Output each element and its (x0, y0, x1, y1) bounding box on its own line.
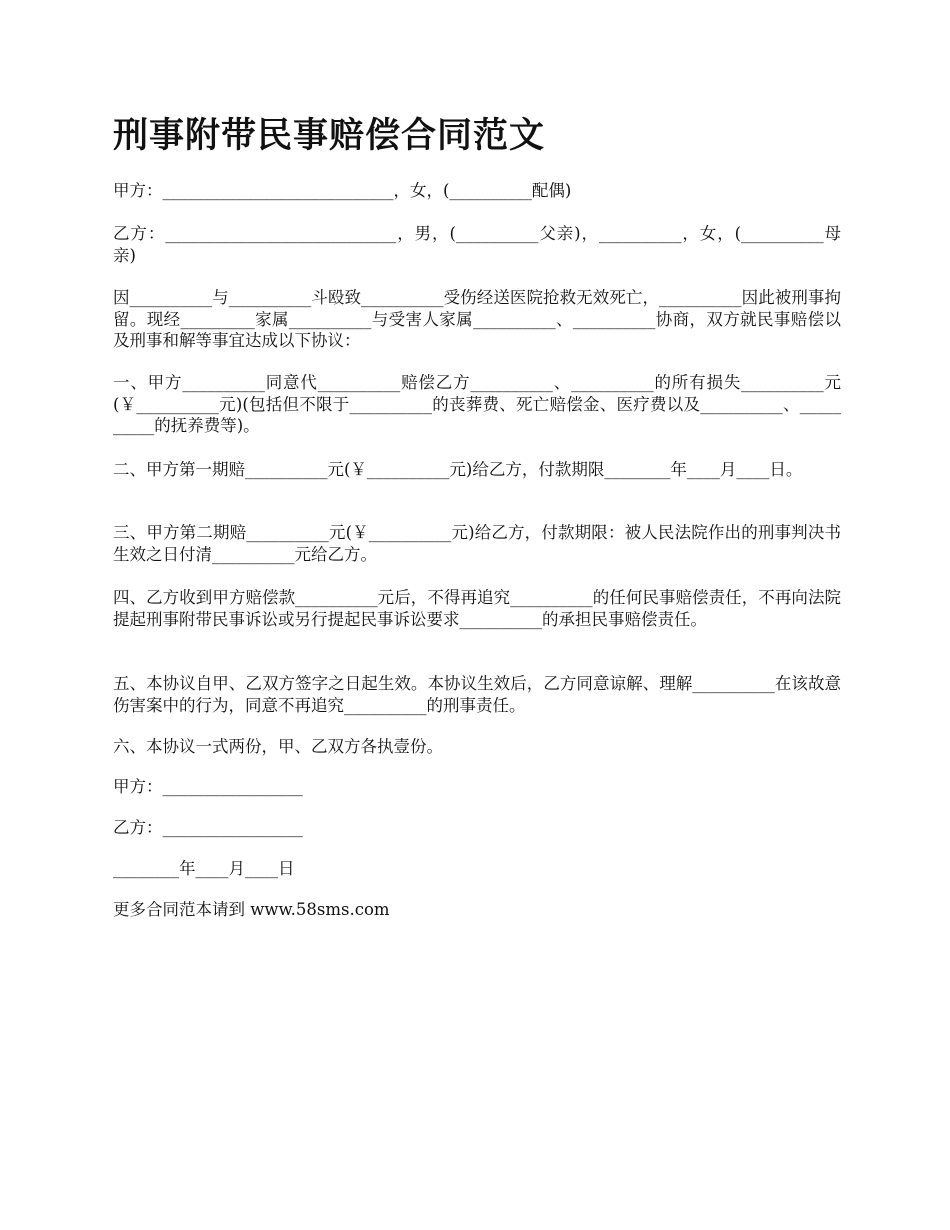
clause-4: 四、乙方收到甲方赔偿款__________元后，不得再追究__________的任何民事赔偿责任，不再向法院提起刑事附带民事诉讼或另行提起民事诉讼要求__________的承担民事赔偿责任。 (113, 588, 841, 629)
party-b-line: 乙方：____________________________，男，(__________父亲)，__________，女，(__________母亲) (113, 224, 841, 265)
clause-1: 一、甲方__________同意代__________赔偿乙方__________、__________的所有损失__________元(￥__________元)(包括但不限于__________的丧葬费、死亡赔偿金、医疗费以及__________、__________的抚养费等)。 (113, 373, 841, 435)
signature-party-a: 甲方：_________________ (113, 777, 303, 796)
party-a-line: 甲方：____________________________，女，(__________配偶) (113, 181, 572, 200)
signature-party-b: 乙方：_________________ (113, 818, 303, 837)
clause-5: 五、本协议自甲、乙双方签字之日起生效。本协议生效后，乙方同意谅解、理解__________在该故意伤害案中的行为，同意不再追究__________的刑事责任。 (113, 674, 841, 715)
document-title: 刑事附带民事赔偿合同范文 (113, 116, 546, 156)
clause-6: 六、本协议一式两份，甲、乙双方各执壹份。 (113, 737, 443, 756)
signature-date: ________年____月____日 (113, 859, 295, 878)
clause-3: 三、甲方第二期赔__________元(￥__________元)给乙方，付款期限：被人民法院作出的刑事判决书生效之日付清__________元给乙方。 (113, 523, 841, 564)
clause-2: 二、甲方第一期赔__________元(￥__________元)给乙方，付款期限________年____月____日。 (113, 460, 803, 479)
background-paragraph: 因__________与__________斗殴致__________受伤经送医院抢救无效死亡，__________因此被刑事拘留。现经_________家属__________与受害人家属__________、__________协商，双方就民事赔偿以及刑事和解等事宜达成以下协议： (113, 288, 841, 350)
footer-note: 更多合同范本请到 www.58sms.com (113, 900, 390, 919)
